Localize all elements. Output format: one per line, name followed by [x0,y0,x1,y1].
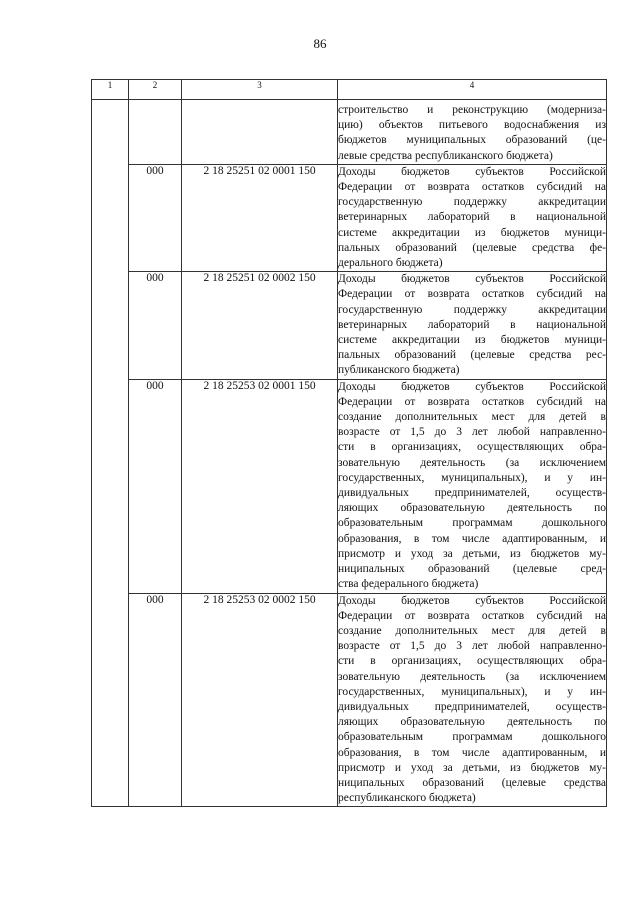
column-header-3: 3 [182,80,338,100]
description-line: республиканского бюджета) [338,792,476,805]
column-1-cell [92,100,129,807]
description-line: Доходы бюджетов субъектов Российской [338,165,606,178]
description-line: Федерации от возврата остатков субсидий на [338,609,606,622]
description-line: дивидуальных предпринимателей, осуществ- [338,700,606,713]
budget-code-cell: 2 18 25251 02 0002 150 [182,272,338,379]
description-line: ниципальных образований (целевые сред- [338,563,606,576]
budget-code-cell [182,100,338,165]
budget-code-cell: 2 18 25251 02 0001 150 [182,164,338,271]
description-line: Доходы бюджетов субъектов Российской [338,273,606,286]
column-header-1: 1 [92,80,129,100]
admin-code-cell: 000 [129,164,182,271]
description-line: Федерации от возврата остатков субсидий на [338,181,606,194]
description-line: создание дополнительных мест для детей в [338,624,606,637]
description-line: образования, в том числе адаптированным, и [338,532,606,545]
description-line: зовательную деятельность (за исключением [338,670,606,683]
description-line: Доходы бюджетов субъектов Российской [338,594,606,607]
description-line: зовательную деятельность (за исключением [338,456,606,469]
table-row [92,164,607,271]
description-line: ляющих образовательную деятельность по [338,502,606,515]
description-line: образовательным программам дошкольного [338,731,606,744]
description-line: дерального бюджета) [338,257,443,270]
column-header-4: 4 [338,80,607,100]
table-row [92,379,607,593]
description-line: бюджетов муниципальных образований (це- [338,134,606,147]
description-line: ства федерального бюджета) [338,578,479,591]
description-line: государственную поддержку аккредитации [338,196,606,209]
description-line: государственную поддержку аккредитации [338,303,606,316]
description-line: возрасте от 1,5 до 3 лет любой направленно- [338,640,606,653]
header-row [92,80,607,100]
budget-code-table [91,79,607,807]
admin-code-cell: 000 [129,593,182,807]
description-line: ветеринарных лабораторий в национальной [338,211,606,224]
description-line: пальных образований (целевые средства рес- [338,349,606,362]
description-line: присмотр и уход за детьми, из бюджетов му- [338,761,606,774]
description-line: создание дополнительных мест для детей в [338,411,606,424]
description-line: цию) объектов питьевого водоснабжения из [338,119,606,132]
admin-code-cell: 000 [129,272,182,379]
description-line: государственных, муниципальных), и у ин- [338,471,606,484]
admin-code-cell: 000 [129,379,182,593]
description-cell [338,379,607,593]
table-row-continuation [92,100,607,165]
description-line: возрасте от 1,5 до 3 лет любой направленно- [338,426,606,439]
description-line: присмотр и уход за детьми, из бюджетов му- [338,547,606,560]
description-line: государственных, муниципальных), и у ин- [338,685,606,698]
description-line: ниципальных образований (целевые средства [338,776,606,789]
description-line: Федерации от возврата остатков субсидий на [338,395,606,408]
description-line: системе аккредитации из бюджетов муници- [338,226,606,239]
page-number: 86 [313,36,327,51]
description-line: ляющих образовательную деятельность по [338,716,606,729]
description-cell [338,272,607,379]
budget-code-cell: 2 18 25253 02 0001 150 [182,379,338,593]
column-header-2: 2 [129,80,182,100]
description-line: сти в организациях, осуществляющих обра- [338,655,606,668]
description-line: образования, в том числе адаптированным, и [338,746,606,759]
description-line: Федерации от возврата остатков субсидий на [338,288,606,301]
description-line: системе аккредитации из бюджетов муници- [338,334,606,347]
description-line: сти в организациях, осуществляющих обра- [338,441,606,454]
budget-code-cell: 2 18 25253 02 0002 150 [182,593,338,807]
description-line: образовательным программам дошкольного [338,517,606,530]
description-line: левые средства республиканского бюджета) [338,149,553,162]
description-line: ветеринарных лабораторий в национальной [338,318,606,331]
description-line: строительство и реконструкцию (модерниза- [338,104,606,116]
description-line: дивидуальных предпринимателей, осуществ- [338,487,606,500]
description-cell [338,164,607,271]
description-cell [338,593,607,807]
table-row [92,272,607,379]
description-line: публиканского бюджета) [338,364,460,377]
admin-code-cell [129,100,182,165]
description-cell [338,100,607,165]
description-line: Доходы бюджетов субъектов Российской [338,380,606,393]
description-line: пальных образований (целевые средства фе- [338,241,606,254]
table-row [92,593,607,807]
